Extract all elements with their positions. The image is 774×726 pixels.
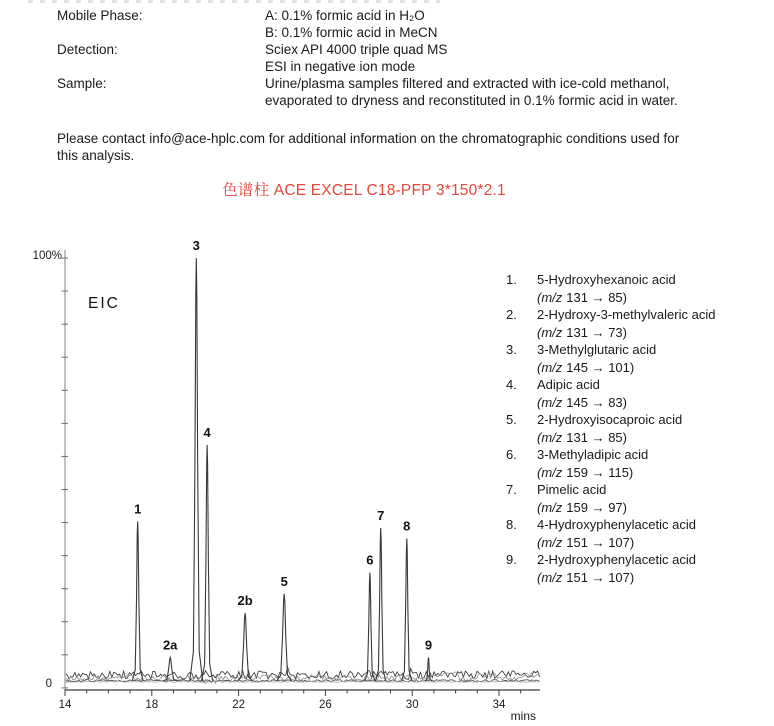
legend-item xyxy=(506,341,715,376)
mz-values: 131 → 85) xyxy=(566,289,627,305)
peak-label-5: 5 xyxy=(280,573,288,589)
legend-compound-name: 2-Hydroxyphenylacetic acid xyxy=(537,552,696,567)
x-axis-tick-label: 34 xyxy=(492,699,506,711)
condition-label: Detection: xyxy=(57,42,118,57)
condition-row xyxy=(57,58,678,75)
x-axis-tick-label: 14 xyxy=(58,699,72,711)
mz-label: (m/z xyxy=(537,569,563,585)
mz-values: 131 → 85) xyxy=(566,429,627,445)
legend-compound-name: 3-Methyladipic acid xyxy=(537,447,649,462)
cropped-text-remnant xyxy=(28,0,440,3)
legend-item-number: 1. xyxy=(506,272,517,287)
condition-label: Mobile Phase: xyxy=(57,8,143,23)
legend-item-body xyxy=(537,551,696,586)
noise-trace xyxy=(65,681,540,682)
x-axis-title: mins xyxy=(510,709,536,723)
condition-value: B: 0.1% formic acid in MeCN xyxy=(265,25,438,40)
peak-label-8: 8 xyxy=(403,518,411,534)
mz-values: 131 → 73) xyxy=(566,324,627,340)
legend-item xyxy=(506,516,715,551)
peak-label-6: 6 xyxy=(366,552,374,568)
condition-label: Sample: xyxy=(57,76,107,91)
peaks xyxy=(132,238,432,681)
legend-item xyxy=(506,306,715,341)
legend-mz-transition xyxy=(537,464,648,482)
column-title: 色谱柱 ACE EXCEL C18-PFP 3*150*2.1 xyxy=(222,182,506,199)
x-axis-tick-label: 26 xyxy=(319,699,332,711)
legend-mz-transition xyxy=(537,499,627,517)
legend-compound-name: 2-Hydroxyisocaproic acid xyxy=(537,412,683,427)
mz-label: (m/z xyxy=(537,499,563,515)
contact-paragraph: Please contact info@ace-hplc.com for additional information on the chromatographic conditions used for this analysis. xyxy=(57,131,680,163)
legend-mz-transition xyxy=(537,569,696,587)
mz-values: 151 → 107) xyxy=(566,569,635,585)
x-axis-tick-label: 22 xyxy=(232,699,245,711)
legend-item-number: 3. xyxy=(506,342,517,357)
legend-item-number: 7. xyxy=(506,482,517,497)
mz-label: (m/z xyxy=(537,429,563,445)
condition-label-spacer xyxy=(57,24,265,41)
peak-5 xyxy=(277,594,292,681)
peak-3 xyxy=(190,258,203,681)
x-axis-tick-label: 30 xyxy=(405,699,419,711)
peak-label-2a: 2a xyxy=(162,637,178,653)
legend-mz-transition xyxy=(537,359,656,377)
condition-value: Sciex API 4000 triple quad MS xyxy=(265,42,448,57)
condition-row xyxy=(57,41,678,58)
peak-2b xyxy=(238,613,253,681)
legend-item-number: 4. xyxy=(506,377,517,392)
condition-label-spacer xyxy=(57,92,265,109)
mz-label: (m/z xyxy=(537,464,563,480)
legend-item-number: 5. xyxy=(506,412,517,427)
condition-value: Urine/plasma samples filtered and extracted with ice-cold methanol, xyxy=(265,76,670,91)
legend-compound-name: 4-Hydroxyphenylacetic acid xyxy=(537,517,696,532)
condition-row xyxy=(57,24,678,41)
mz-values: 159 → 115) xyxy=(566,464,634,480)
condition-value: A: 0.1% formic acid in H₂O xyxy=(265,8,425,23)
mz-label: (m/z xyxy=(537,534,563,550)
peak-label-7: 7 xyxy=(377,507,385,523)
peak-7 xyxy=(376,528,386,681)
condition-row xyxy=(57,75,678,92)
peak-label-3: 3 xyxy=(192,238,200,253)
mz-label: (m/z xyxy=(537,359,563,375)
legend-item-body xyxy=(537,446,648,481)
legend-item-body xyxy=(537,481,627,516)
mz-values: 159 → 97) xyxy=(566,499,627,515)
conditions-table xyxy=(57,7,678,109)
condition-value: ESI in negative ion mode xyxy=(265,59,416,74)
mz-label: (m/z xyxy=(537,394,563,410)
y-axis-label-top: 100% xyxy=(32,250,62,262)
peak-1 xyxy=(132,522,143,682)
legend-item xyxy=(506,551,715,586)
x-axis-tick-label: 18 xyxy=(145,699,159,711)
condition-label-spacer xyxy=(57,58,265,75)
legend-mz-transition xyxy=(537,534,696,552)
mz-label: (m/z xyxy=(537,289,563,305)
legend-item xyxy=(506,271,715,306)
legend-item-body xyxy=(537,341,656,376)
legend-item-body xyxy=(537,376,627,411)
legend-compound-name: Pimelic acid xyxy=(537,482,607,497)
chart-title-eic: EIC xyxy=(88,295,120,312)
legend-compound-name: 3-Methylglutaric acid xyxy=(537,342,657,357)
mz-values: 151 → 107) xyxy=(566,534,635,550)
noise-traces xyxy=(65,667,540,683)
legend-mz-transition xyxy=(537,394,627,412)
peak-8 xyxy=(402,539,412,682)
legend-item-body xyxy=(537,306,715,341)
mz-values: 145 → 83) xyxy=(566,394,627,410)
peak-label-4: 4 xyxy=(203,425,211,440)
legend-item-body xyxy=(537,516,696,551)
legend-item-number: 6. xyxy=(506,447,517,462)
legend-item-number: 2. xyxy=(506,307,517,322)
legend-item xyxy=(506,446,715,481)
legend-mz-transition xyxy=(537,429,682,447)
peak-6 xyxy=(365,573,375,682)
y-axis-label-bottom: 0 xyxy=(45,678,52,690)
noise-trace xyxy=(65,667,540,679)
condition-row xyxy=(57,7,678,24)
legend-item xyxy=(506,411,715,446)
peak-label-9: 9 xyxy=(424,637,433,653)
legend-compound-name: 5-Hydroxyhexanoic acid xyxy=(537,272,676,287)
mz-label: (m/z xyxy=(537,324,563,340)
mz-values: 145 → 101) xyxy=(566,359,635,375)
legend-mz-transition xyxy=(537,289,676,307)
legend-mz-transition xyxy=(537,324,715,342)
peak-label-1: 1 xyxy=(134,501,142,517)
legend-item-number: 9. xyxy=(506,552,517,567)
peak-legend xyxy=(506,271,715,586)
legend-compound-name: Adipic acid xyxy=(537,377,600,392)
legend-compound-name: 2-Hydroxy-3-methylvaleric acid xyxy=(537,307,716,322)
legend-item-number: 8. xyxy=(506,517,517,532)
condition-value: evaporated to dryness and reconstituted in 0.1% formic acid in water. xyxy=(265,93,678,108)
condition-row xyxy=(57,92,678,109)
peak-4 xyxy=(202,445,213,681)
legend-item xyxy=(506,376,715,411)
chromatogram xyxy=(30,228,563,726)
peak-label-2b: 2b xyxy=(237,592,253,608)
legend-item xyxy=(506,481,715,516)
legend-item-body xyxy=(537,411,682,446)
legend-item-body xyxy=(537,271,676,306)
